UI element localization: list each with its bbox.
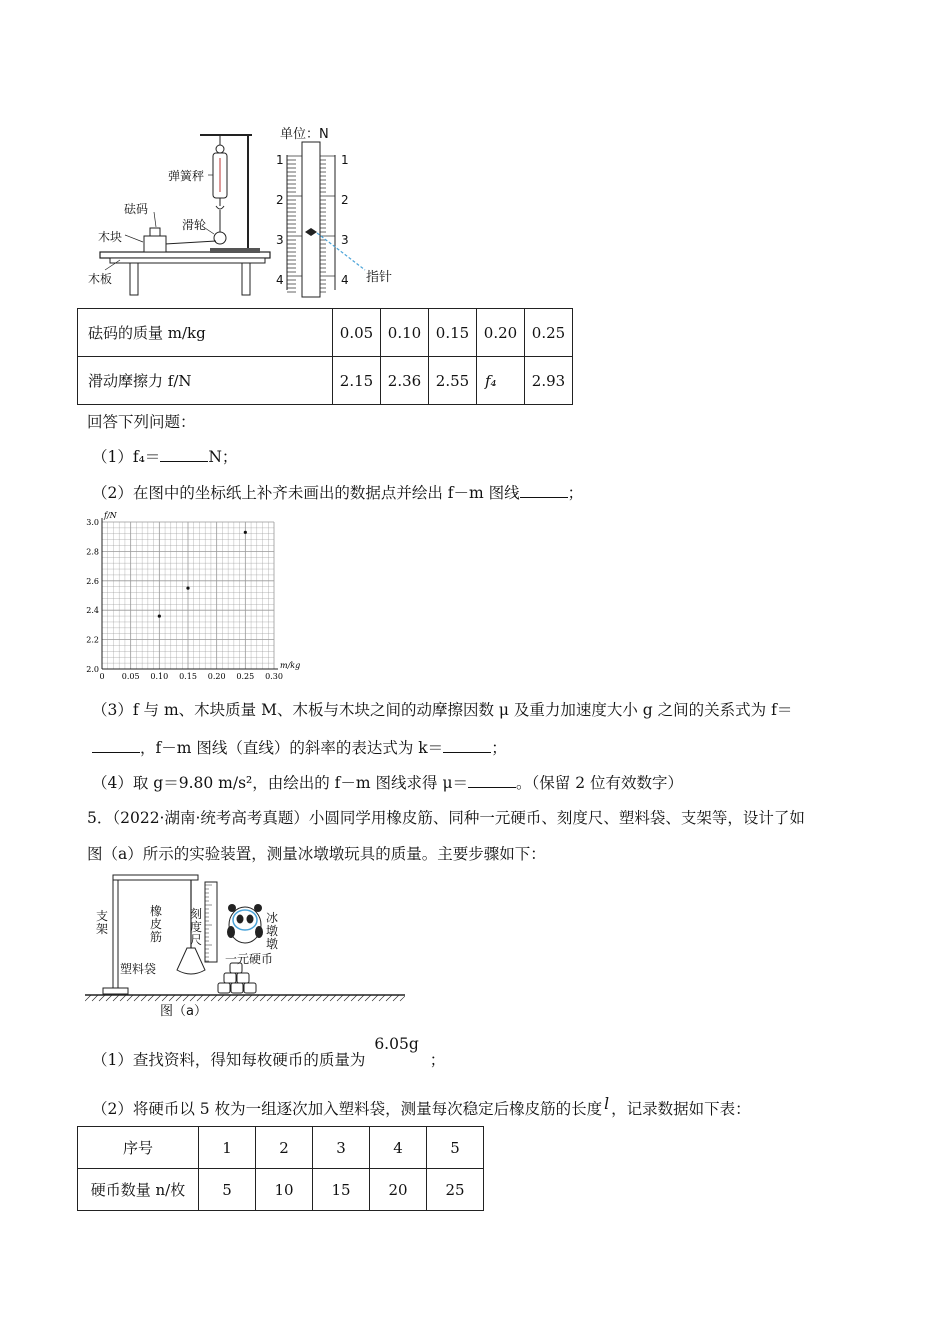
answer-blank[interactable] xyxy=(443,738,491,753)
table-cell: 2.15 xyxy=(333,357,381,405)
x-tick-label: 0.05 xyxy=(121,672,140,681)
table-cell: 15 xyxy=(313,1169,370,1211)
q5-part1 xyxy=(92,1035,446,1070)
table-cell: 0.20 xyxy=(477,309,525,357)
data-point xyxy=(244,531,247,534)
table2-header-index: 序号 xyxy=(78,1127,199,1169)
table-cell: 1 xyxy=(199,1127,256,1169)
pulley xyxy=(214,232,226,244)
label-ruler: 刻度尺 xyxy=(190,907,203,947)
weight xyxy=(150,228,160,236)
x-tick-label: 0.10 xyxy=(150,672,169,681)
q5-part1-text: （1）查找资料，得知每枚硬币的质量为 xyxy=(92,1051,366,1069)
wood-block xyxy=(144,236,166,252)
y-tick-label: 3.0 xyxy=(86,518,99,527)
scale-tick-left-3: 3 xyxy=(276,233,284,247)
x-tick-label: 0.15 xyxy=(179,672,197,681)
question-1 xyxy=(92,445,237,467)
table-cell: 10 xyxy=(256,1169,313,1211)
label-rubber-band: 橡皮筋 xyxy=(150,904,163,944)
label-plastic-bag: 塑料袋 xyxy=(120,962,157,976)
question-2-text: （2）在图中的坐标纸上补齐未画出的数据点并绘出 f－m 图线 xyxy=(92,484,520,502)
scale-tick-left-2: 2 xyxy=(276,193,284,207)
label-weight: 砝码 xyxy=(124,202,149,216)
q5-part1-end: ； xyxy=(429,1051,446,1069)
q5-part2-end: ，记录数据如下表： xyxy=(611,1100,751,1118)
label-stand: 支架 xyxy=(96,909,109,936)
table-cell: 20 xyxy=(370,1169,427,1211)
x-tick-label: 0.30 xyxy=(265,672,283,681)
table1-row2-label: 滑动摩擦力 f/N xyxy=(78,357,333,405)
bingdwendwen-toy xyxy=(227,904,263,943)
question-4-end: 。（保留 2 位有效数字） xyxy=(516,774,683,792)
question-1-text: （1）f₄＝ xyxy=(92,448,161,466)
question-3: （3）f 与 m、木块质量 M、木板与木块之间的动摩擦因数 μ 及重力加速度大小 g 之间的关系式为 f＝ xyxy=(92,701,793,719)
label-pulley: 滑轮 xyxy=(182,218,207,232)
answer-blank[interactable] xyxy=(520,483,568,498)
x-tick-label: 0.20 xyxy=(207,672,226,681)
scale-tick-right-3: 3 xyxy=(341,233,349,247)
label-pointer: 指针 xyxy=(366,270,393,285)
question-1-unit: N； xyxy=(208,448,238,466)
scale-tick-left-1: 1 xyxy=(276,153,284,167)
y-tick-label: 2.0 xyxy=(86,665,99,674)
q5-part2 xyxy=(92,1097,751,1119)
x-tick-label: 0 xyxy=(99,672,105,681)
f-m-graph-paper xyxy=(82,508,312,683)
x-axis-label: m/kg xyxy=(280,661,301,670)
coin-mass-value: 6.05g xyxy=(374,1035,419,1053)
scale-tick-right-2: 2 xyxy=(341,193,349,207)
table-cell: 2.93 xyxy=(525,357,573,405)
table-cell: 0.25 xyxy=(525,309,573,357)
table-cell: 25 xyxy=(427,1169,484,1211)
question-3-end: ； xyxy=(491,739,507,757)
answer-blank[interactable] xyxy=(160,447,208,462)
y-tick-label: 2.4 xyxy=(86,606,99,616)
question-5-line2: 图（a）所示的实验装置，测量冰墩墩玩具的质量。主要步骤如下： xyxy=(87,845,546,863)
question-4-text: （4）取 g＝9.80 m/s²，由绘出的 f－m 图线求得 μ＝ xyxy=(92,774,469,792)
data-point xyxy=(186,587,189,590)
table-cell: 3 xyxy=(313,1127,370,1169)
scale-tick-right-1: 1 xyxy=(341,153,349,167)
question-2-end: ； xyxy=(567,484,584,502)
plastic-bag xyxy=(177,948,205,974)
table-cell: 2.36 xyxy=(381,357,429,405)
label-board: 木板 xyxy=(88,272,113,286)
scale-tick-right-4: 4 xyxy=(341,273,349,287)
table-cell: 2.55 xyxy=(429,357,477,405)
table-cell: 4 xyxy=(370,1127,427,1169)
grid xyxy=(102,522,274,669)
label-block: 木块 xyxy=(98,230,123,244)
question-5-line1: 5．（2022·湖南·统考高考真题）小圆同学用橡皮筋、同种一元硬币、刻度尺、塑料袋、支架等，设计了如 xyxy=(87,809,805,827)
figure-a-caption: 图（a） xyxy=(160,1004,207,1019)
label-bingdwendwen: 冰墩墩 xyxy=(266,911,279,951)
question-4 xyxy=(92,771,683,793)
y-tick-label: 2.2 xyxy=(86,635,99,645)
label-spring-scale: 弹簧秤 xyxy=(168,169,205,183)
table-cell: 0.15 xyxy=(429,309,477,357)
q5-part2-text: （2）将硬币以 5 枚为一组逐次加入塑料袋，测量每次稳定后橡皮筋的长度 xyxy=(92,1100,603,1118)
label-coin: 一元硬币 xyxy=(225,952,274,966)
coin-count-table xyxy=(77,1126,484,1211)
label-unit: 单位：N xyxy=(280,127,329,142)
question-2 xyxy=(92,481,583,503)
data-point xyxy=(158,614,161,617)
y-axis-label: f/N xyxy=(104,511,117,520)
table-cell: f₄ xyxy=(477,357,525,405)
mass-friction-table xyxy=(77,308,573,405)
table-cell: 0.10 xyxy=(381,309,429,357)
table-cell: 5 xyxy=(427,1127,484,1169)
question-3-slope-text: ，f－m 图线（直线）的斜率的表达式为 k＝ xyxy=(140,739,444,757)
ruler xyxy=(205,882,217,962)
scale-tick-left-4: 4 xyxy=(276,273,284,287)
table-cell: 2 xyxy=(256,1127,313,1169)
x-tick-label: 0.25 xyxy=(236,672,255,681)
table-cell: 5 xyxy=(199,1169,256,1211)
answer-intro: 回答下列问题： xyxy=(87,413,196,431)
bingdwendwen-apparatus-figure xyxy=(85,870,405,1020)
y-tick-label: 2.6 xyxy=(86,576,99,586)
y-tick-label: 2.8 xyxy=(86,547,99,557)
answer-blank[interactable] xyxy=(92,738,140,753)
scale-magnified xyxy=(302,142,320,297)
question-3-line2 xyxy=(92,736,507,758)
table-cell: 0.05 xyxy=(333,309,381,357)
answer-blank[interactable] xyxy=(468,773,516,788)
length-symbol: l xyxy=(604,1095,610,1113)
table2-header-count: 硬币数量 n/枚 xyxy=(78,1169,199,1211)
table1-row1-label: 砝码的质量 m/kg xyxy=(78,309,333,357)
coin-stack xyxy=(218,963,256,993)
stand xyxy=(113,875,118,990)
